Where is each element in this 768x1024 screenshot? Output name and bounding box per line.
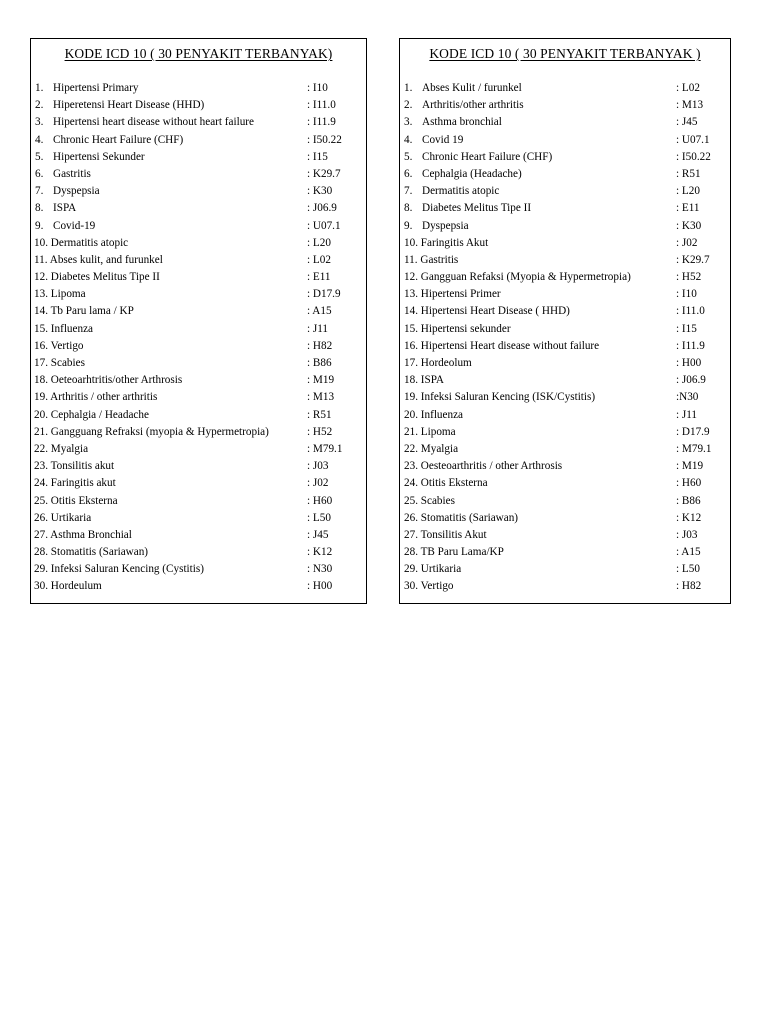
disease-name: 14. Hipertensi Heart Disease ( HHD) [404, 305, 570, 318]
disease-name: 10. Faringitis Akut [404, 236, 489, 249]
disease-name: 28. TB Paru Lama/KP [404, 546, 504, 559]
icd-code: : M79.1 [676, 442, 712, 455]
disease-row [31, 97, 366, 114]
disease-name: Dyspepsia [422, 219, 469, 232]
disease-name: 12. Gangguan Refaksi (Myopia & Hypermetropia) [404, 271, 631, 284]
disease-row [31, 510, 366, 527]
row-number: 9. [35, 219, 44, 232]
disease-row [31, 493, 366, 510]
disease-row [400, 458, 730, 475]
icd-code: : L02 [676, 82, 700, 94]
disease-name: 15. Influenza [34, 322, 94, 335]
icd-code: : H52 [676, 271, 702, 284]
icd-code: : I50.22 [676, 150, 711, 163]
disease-name: 26. Stomatitis (Sariawan) [404, 511, 519, 524]
icd-code: :N30 [676, 391, 699, 404]
icd-code: : L02 [307, 253, 331, 266]
disease-row [31, 544, 366, 561]
icd-code: : J02 [676, 236, 698, 249]
icd-code: : B86 [307, 357, 332, 369]
icd-code: : I10 [676, 288, 697, 301]
row-number: 7. [404, 185, 413, 198]
disease-row [400, 544, 730, 561]
disease-row [31, 114, 366, 131]
disease-name: Hipertensi heart disease without heart failure [53, 116, 254, 129]
disease-name: 30. Vertigo [404, 580, 454, 593]
icd-code: : K12 [307, 546, 333, 559]
disease-name: 15. Hipertensi sekunder [404, 322, 511, 335]
disease-name: 24. Faringitis akut [34, 477, 116, 490]
disease-row [31, 132, 366, 149]
disease-row [31, 269, 366, 286]
disease-name: 17. Hordeolum [404, 357, 472, 369]
disease-name: 20. Influenza [404, 408, 464, 421]
disease-name: 30. Hordeulum [34, 580, 102, 593]
icd-code: : K29.7 [676, 253, 710, 266]
disease-name: Arthritis/other arthritis [422, 99, 524, 112]
icd-code: : U07.1 [676, 133, 710, 146]
disease-name: 24. Otitis Eksterna [404, 477, 488, 490]
icd-code: : H82 [676, 580, 702, 593]
disease-name: 26. Urtikaria [34, 511, 92, 524]
disease-name: Cephalgia (Headache) [422, 167, 522, 180]
icd-code: : E11 [676, 202, 700, 215]
disease-row [31, 338, 366, 355]
disease-name: 20. Cephalgia / Headache [34, 408, 149, 421]
icd-code: : M19 [676, 460, 704, 473]
disease-row [400, 561, 730, 578]
icd-code: : I15 [676, 322, 697, 335]
disease-name: 22. Myalgia [404, 442, 459, 455]
disease-name: Dermatitis atopic [422, 185, 500, 198]
disease-name: 21. Lipoma [404, 425, 456, 438]
disease-row [31, 166, 366, 183]
icd-code: : L20 [676, 185, 700, 198]
disease-row [31, 252, 366, 269]
disease-name: Chronic Heart Failure (CHF) [53, 133, 184, 146]
disease-row [400, 200, 730, 217]
disease-row [31, 372, 366, 389]
disease-name: Abses Kulit / furunkel [422, 82, 522, 94]
disease-row [31, 200, 366, 217]
disease-name: 27. Tonsilitis Akut [404, 528, 487, 541]
disease-name: 13. Lipoma [34, 288, 86, 301]
disease-name: 19. Arthritis / other arthritis [34, 391, 158, 404]
disease-name: 27. Asthma Bronchial [34, 528, 132, 541]
icd-code: : J03 [676, 528, 698, 541]
disease-row [31, 218, 366, 235]
icd-code: : J45 [307, 528, 329, 541]
disease-row [31, 561, 366, 578]
row-number: 7. [35, 185, 44, 198]
row-number: 5. [404, 150, 413, 163]
disease-row [400, 218, 730, 235]
icd-code: : L20 [307, 236, 331, 249]
icd-code: : H82 [307, 339, 333, 352]
disease-row [400, 80, 730, 97]
disease-list-right [400, 80, 730, 596]
disease-row [400, 321, 730, 338]
icd-code: : R51 [676, 167, 701, 180]
disease-row [31, 303, 366, 320]
icd-code: : I11.0 [676, 305, 705, 318]
disease-row [400, 578, 730, 595]
icd-code: : I11.9 [307, 116, 336, 129]
disease-row [31, 441, 366, 458]
disease-name: 18. Oeteoarhtritis/other Arthrosis [34, 374, 183, 387]
row-number: 4. [35, 133, 44, 146]
icd-code: : M13 [676, 99, 704, 112]
disease-row [400, 235, 730, 252]
row-number: 3. [404, 116, 413, 129]
icd-code: : L50 [676, 563, 700, 576]
icd-code: : J03 [307, 460, 329, 473]
disease-row [400, 407, 730, 424]
disease-row [31, 355, 366, 372]
icd-code: : J02 [307, 477, 329, 490]
icd-list-card-left [30, 38, 367, 604]
icd-code: : N30 [307, 563, 333, 576]
icd-code: : J11 [676, 408, 698, 421]
row-number: 2. [35, 99, 44, 112]
disease-name: Dyspepsia [53, 185, 100, 198]
icd-code: : I10 [307, 82, 328, 94]
icd-list-card-right [399, 38, 731, 604]
disease-row [400, 338, 730, 355]
disease-row [400, 510, 730, 527]
disease-name: 23. Oesteoarthritis / other Arthrosis [404, 460, 563, 473]
icd-code: : K29.7 [307, 167, 341, 180]
disease-row [400, 149, 730, 166]
row-number: 8. [404, 202, 413, 215]
icd-code: : U07.1 [307, 219, 341, 232]
icd-code: : L50 [307, 511, 331, 524]
icd-code: : K12 [676, 511, 702, 524]
disease-name: 12. Diabetes Melitus Tipe II [34, 271, 160, 284]
disease-row [31, 458, 366, 475]
disease-row [31, 235, 366, 252]
icd-code: : E11 [307, 271, 331, 284]
icd-code: : I11.9 [676, 339, 705, 352]
icd-code: : I15 [307, 150, 328, 163]
disease-row [31, 183, 366, 200]
icd-code: : K30 [676, 219, 702, 232]
icd-code: : M13 [307, 391, 335, 404]
disease-name: Chronic Heart Failure (CHF) [422, 150, 553, 163]
disease-row [400, 114, 730, 131]
disease-name: 29. Urtikaria [404, 563, 462, 576]
card-title-right [400, 46, 730, 62]
disease-row [31, 149, 366, 166]
row-number: 6. [35, 167, 44, 180]
disease-row [31, 286, 366, 303]
icd-code: : H60 [307, 494, 333, 507]
disease-name: 11. Gastritis [404, 253, 459, 266]
card-title-left-text: KODE ICD 10 ( 30 PENYAKIT TERBANYAK) [64, 46, 333, 61]
disease-name: 11. Abses kulit, and furunkel [34, 253, 163, 266]
disease-name: Covid-19 [53, 219, 96, 232]
icd-code: : K30 [307, 185, 333, 198]
disease-row [400, 355, 730, 372]
disease-row [31, 424, 366, 441]
row-number: 2. [404, 99, 413, 112]
disease-name: 23. Tonsilitis akut [34, 460, 115, 473]
disease-row [400, 269, 730, 286]
icd-code: : H52 [307, 425, 333, 438]
disease-name: 25. Scabies [404, 494, 455, 507]
icd-code: : D17.9 [676, 425, 710, 438]
disease-row [31, 407, 366, 424]
card-title-left [31, 46, 366, 62]
disease-name: 22. Myalgia [34, 442, 89, 455]
disease-name: 18. ISPA [404, 374, 445, 387]
disease-row [400, 527, 730, 544]
disease-name: 25. Otitis Eksterna [34, 494, 118, 507]
disease-row [400, 475, 730, 492]
disease-row [400, 372, 730, 389]
disease-row [400, 424, 730, 441]
icd-code: : J45 [676, 116, 698, 129]
icd-code: : M19 [307, 374, 335, 387]
icd-code: : H00 [676, 357, 702, 369]
disease-row [400, 286, 730, 303]
disease-row [400, 132, 730, 149]
row-number: 1. [35, 82, 44, 94]
disease-list-left [31, 80, 366, 596]
disease-name: 10. Dermatitis atopic [34, 236, 129, 249]
row-number: 1. [404, 82, 413, 94]
disease-row [31, 527, 366, 544]
disease-row [400, 97, 730, 114]
icd-code: : I11.0 [307, 99, 336, 112]
disease-row [400, 166, 730, 183]
disease-name: 29. Infeksi Saluran Kencing (Cystitis) [34, 563, 204, 576]
disease-row [400, 303, 730, 320]
disease-name: 19. Infeksi Saluran Kencing (ISK/Cystitis) [404, 391, 596, 404]
disease-name: 21. Gangguang Refraksi (myopia & Hypermetropia) [34, 425, 269, 438]
row-number: 3. [35, 116, 44, 129]
disease-row [400, 389, 730, 406]
disease-row [31, 578, 366, 595]
icd-code: : J06.9 [307, 202, 337, 215]
icd-code: : J11 [307, 322, 329, 335]
disease-name: 16. Vertigo [34, 339, 84, 352]
disease-name: Covid 19 [422, 133, 464, 146]
disease-name: 14. Tb Paru lama / KP [34, 305, 134, 318]
card-title-right-text: KODE ICD 10 ( 30 PENYAKIT TERBANYAK ) [429, 46, 701, 61]
disease-name: Hiperetensi Heart Disease (HHD) [53, 99, 205, 112]
disease-name: Gastritis [53, 167, 91, 180]
icd-code: : I50.22 [307, 133, 342, 146]
disease-name: Hipertensi Sekunder [53, 150, 145, 163]
icd-code: : M79.1 [307, 442, 343, 455]
disease-name: 13. Hipertensi Primer [404, 288, 501, 301]
disease-row [31, 389, 366, 406]
disease-name: Hipertensi Primary [53, 82, 139, 94]
disease-name: 28. Stomatitis (Sariawan) [34, 546, 149, 559]
disease-row [31, 321, 366, 338]
disease-row [400, 493, 730, 510]
icd-code: : J06.9 [676, 374, 706, 387]
row-number: 6. [404, 167, 413, 180]
icd-code: : R51 [307, 408, 332, 421]
row-number: 4. [404, 133, 413, 146]
icd-code: : B86 [676, 494, 701, 507]
row-number: 5. [35, 150, 44, 163]
disease-name: 16. Hipertensi Heart disease without failure [404, 339, 600, 352]
row-number: 9. [404, 219, 413, 232]
icd-code: : A15 [676, 546, 701, 559]
disease-name: Asthma bronchial [422, 116, 502, 129]
disease-row [400, 183, 730, 200]
disease-row [31, 475, 366, 492]
disease-row [31, 80, 366, 97]
icd-code: : A15 [307, 305, 332, 318]
disease-name: Diabetes Melitus Tipe II [422, 202, 532, 215]
icd-code: : H00 [307, 580, 333, 593]
disease-name: 17. Scabies [34, 357, 85, 369]
disease-name: ISPA [53, 202, 77, 215]
disease-row [400, 252, 730, 269]
icd-code: : H60 [676, 477, 702, 490]
row-number: 8. [35, 202, 44, 215]
disease-row [400, 441, 730, 458]
icd-code: : D17.9 [307, 288, 341, 301]
